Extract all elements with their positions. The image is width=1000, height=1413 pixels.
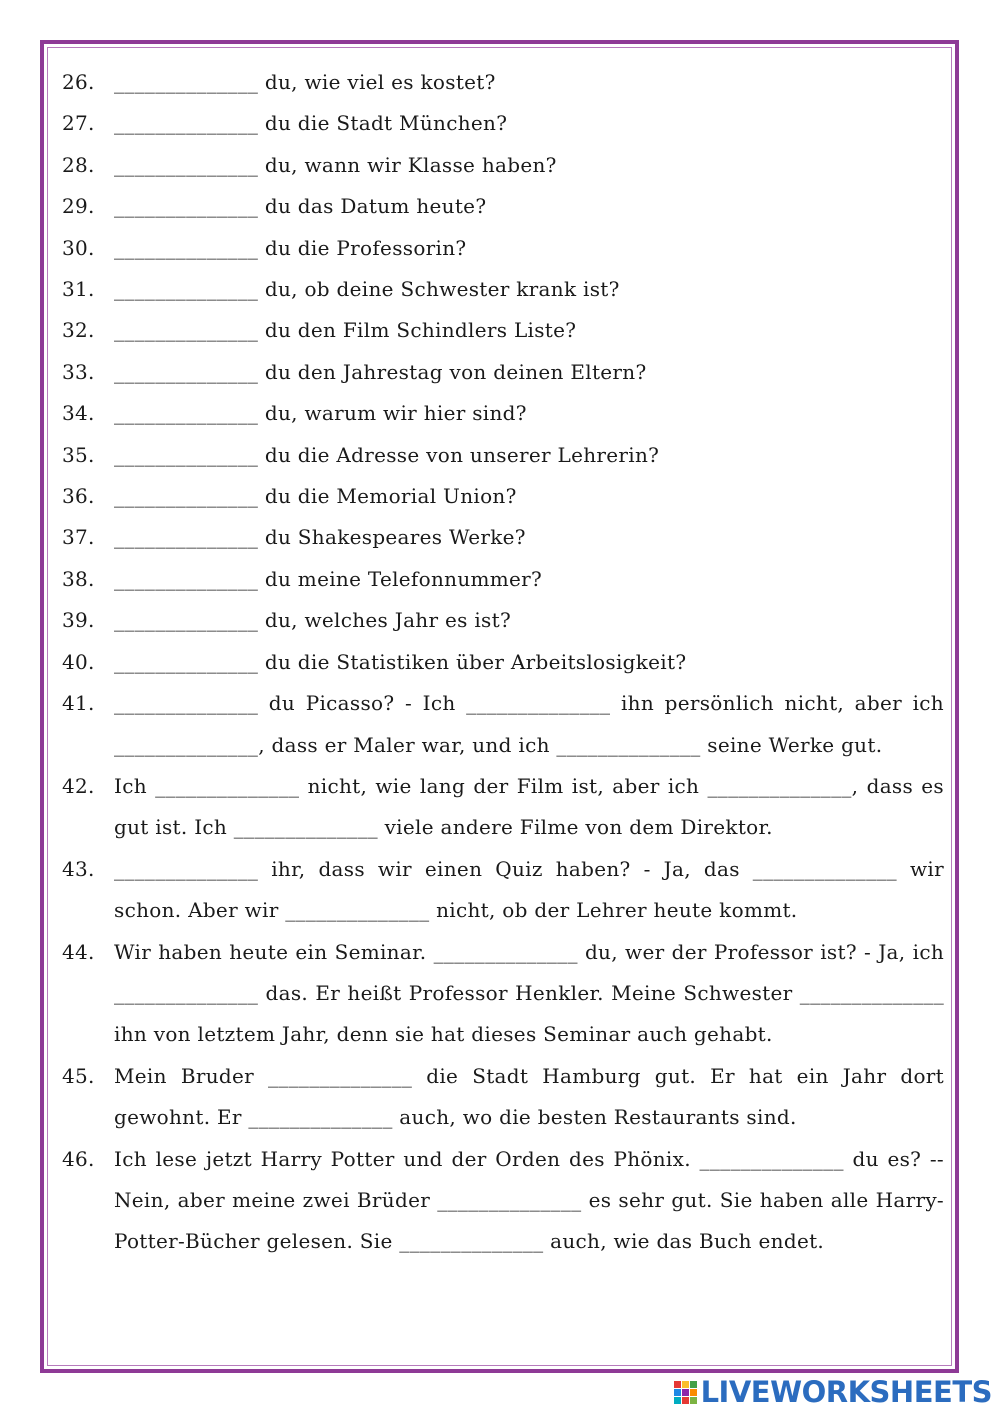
item-text: ______________ du Shakespeares Werke? xyxy=(114,525,526,550)
item-text: ______________ du, wie viel es kostet? xyxy=(114,70,496,94)
item-text: ______________ du die Stadt München? xyxy=(114,111,508,136)
exercise-item xyxy=(62,310,944,351)
item-number: 44. xyxy=(62,939,95,964)
item-text: ______________ du den Jahrestag von deinen Eltern? xyxy=(114,359,647,384)
item-number: 33. xyxy=(62,359,95,384)
item-text: ______________ du meine Telefonnummer? xyxy=(114,566,543,591)
brand-name: LIVEWORKSHEETS xyxy=(700,1375,992,1409)
exercise-item xyxy=(62,642,944,683)
exercise-item xyxy=(62,228,944,269)
item-text: ______________ du, ob deine Schwester krank ist? xyxy=(114,277,620,302)
worksheet-frame xyxy=(40,40,959,1373)
exercise-item xyxy=(62,849,944,932)
item-text: ______________ du Picasso? - Ich ______________ ihn persönlich nicht, aber ich ______________, dass er Maler war, und ich ______________ seine Werke gut. xyxy=(114,691,944,757)
item-text: ______________ du das Datum heute? xyxy=(114,194,487,219)
item-number: 39. xyxy=(62,608,95,633)
exercise-item xyxy=(62,103,944,144)
exercise-item xyxy=(62,393,944,434)
item-text: Ich lese jetzt Harry Potter und der Orden des Phönix. ______________ du es? -- Nein, aber meine zwei Brüder ______________ es sehr gut. Sie haben alle Harry-Potter-Bücher gelesen. Sie ______________ auch, wie das Buch endet. xyxy=(114,1146,944,1254)
exercise-item xyxy=(62,559,944,600)
item-text: ______________ du die Statistiken über Arbeitslosigkeit? xyxy=(114,649,687,674)
item-number: 34. xyxy=(62,401,95,426)
item-text: Ich ______________ nicht, wie lang der Film ist, aber ich ______________, dass es gut ist. Ich ______________ viele andere Filme von dem Direktor. xyxy=(114,773,944,840)
exercise-item xyxy=(62,932,944,1056)
exercise-item xyxy=(62,269,944,310)
item-number: 38. xyxy=(62,566,95,591)
item-number: 32. xyxy=(62,318,95,343)
item-number: 37. xyxy=(62,525,95,550)
item-number: 28. xyxy=(62,152,95,177)
exercise-list xyxy=(62,62,944,1263)
exercise-item xyxy=(62,1056,944,1139)
exercise-item xyxy=(62,517,944,558)
exercise-item xyxy=(62,62,944,103)
exercise-item xyxy=(62,476,944,517)
item-number: 35. xyxy=(62,442,95,467)
item-number: 43. xyxy=(62,856,95,881)
item-number: 30. xyxy=(62,235,95,260)
item-number: 26. xyxy=(62,70,95,94)
item-text: ______________ du, welches Jahr es ist? xyxy=(114,608,511,633)
item-text: ______________ du, wann wir Klasse haben? xyxy=(114,152,557,177)
item-text: ______________ du den Film Schindlers Liste? xyxy=(114,318,577,343)
exercise-item xyxy=(62,435,944,476)
exercise-item xyxy=(62,186,944,227)
exercise-item xyxy=(62,352,944,393)
exercise-item xyxy=(62,683,944,766)
item-number: 41. xyxy=(62,691,95,716)
item-number: 27. xyxy=(62,111,95,136)
item-text: ______________ du die Professorin? xyxy=(114,235,467,260)
item-text: ______________ du die Adresse von unserer Lehrerin? xyxy=(114,442,660,467)
item-number: 45. xyxy=(62,1063,95,1088)
item-number: 46. xyxy=(62,1146,95,1171)
item-text: ______________ du, warum wir hier sind? xyxy=(114,401,527,426)
item-text: Mein Bruder ______________ die Stadt Hamburg gut. Er hat ein Jahr dort gewohnt. Er ______________ auch, wo die besten Restaurants sind. xyxy=(114,1063,944,1130)
exercise-item xyxy=(62,145,944,186)
item-number: 31. xyxy=(62,277,95,302)
item-number: 42. xyxy=(62,773,95,798)
item-number: 36. xyxy=(62,484,95,509)
worksheet-inner-border xyxy=(47,47,952,1366)
logo-grid-icon xyxy=(674,1381,697,1404)
item-text: ______________ du die Memorial Union? xyxy=(114,484,517,509)
item-number: 29. xyxy=(62,194,95,219)
exercise-item xyxy=(62,1139,944,1263)
item-text: ______________ ihr, dass wir einen Quiz haben? - Ja, das ______________ wir schon. Aber wir ______________ nicht, ob der Lehrer heute kommt. xyxy=(114,856,944,923)
item-text: Wir haben heute ein Seminar. ______________ du, wer der Professor ist? - Ja, ich ______________ das. Er heißt Professor Henkler. Meine Schwester ______________ ihn von letztem Jahr, denn sie hat dieses Seminar auch gehabt. xyxy=(114,939,944,1047)
item-number: 40. xyxy=(62,649,95,674)
exercise-item xyxy=(62,766,944,849)
exercise-item xyxy=(62,600,944,641)
liveworksheets-logo xyxy=(674,1375,992,1409)
